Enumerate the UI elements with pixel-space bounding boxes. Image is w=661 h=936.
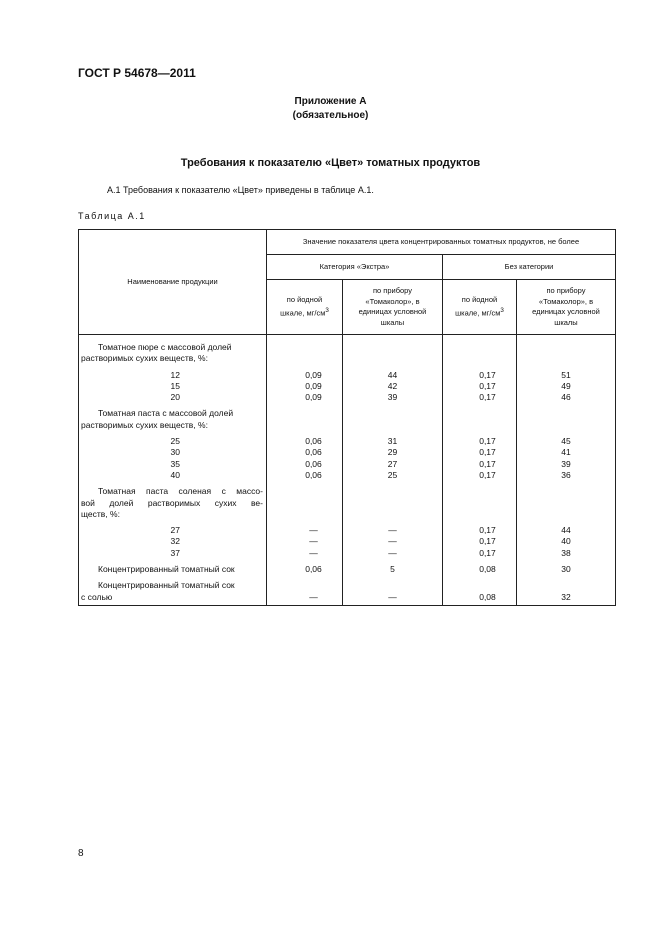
value-cell: 0,09 [305, 369, 322, 380]
value-cell: 0,17 [479, 458, 496, 469]
header-line: шкале, мг/см [280, 308, 326, 318]
header-line: «Томаколор», в [365, 296, 420, 306]
tomacolor-extra-column [343, 335, 443, 606]
value-cell: 44 [561, 525, 571, 536]
header-line: по прибору [372, 286, 413, 295]
group-name-line: с солью [81, 591, 113, 602]
appendix-status: (обязательное) [292, 110, 369, 121]
value-cell: — [388, 547, 397, 558]
value-cell: 40 [561, 536, 571, 547]
value-cell: 0,09 [305, 380, 322, 391]
value-cell: 27 [387, 458, 398, 469]
solids-value: 30 [170, 447, 180, 458]
document-code: ГОСТ Р 54678—2011 [78, 66, 196, 80]
value-cell: 38 [561, 547, 571, 558]
table-label: Таблица А.1 [78, 211, 146, 221]
section-title: Требования к показателю «Цвет» томатных продуктов [180, 157, 481, 169]
iodine-extra-column [267, 335, 343, 606]
intro-paragraph: А.1 Требования к показателю «Цвет» приведены в таблице А.1. [107, 185, 374, 195]
header-line: шкале, мг/см [455, 308, 501, 318]
value-cell: 44 [387, 369, 398, 380]
value-cell: 46 [561, 392, 571, 403]
header-iodine-none [443, 280, 517, 335]
value-cell: 49 [561, 380, 571, 391]
value-cell: — [309, 591, 318, 602]
group-name-line: ществ, %: [81, 508, 120, 519]
product-name-column [79, 335, 267, 606]
solids-value: 25 [170, 436, 180, 447]
group-name-line: Концентрированный томатный сок [98, 580, 235, 591]
header-group-extra: Категория «Экстра» [267, 255, 443, 280]
value-cell: 0,17 [479, 547, 496, 558]
value-cell: 25 [387, 469, 398, 480]
header-line: по йодной [286, 295, 323, 305]
header-iodine-extra [267, 280, 343, 335]
value-cell: 0,06 [305, 564, 322, 575]
value-cell: 0,17 [479, 436, 496, 447]
value-cell: 0,09 [305, 392, 322, 403]
iodine-none-column [443, 335, 517, 606]
group-name-line: Томатная паста соленая с массо- [98, 486, 263, 497]
value-cell: 0,17 [479, 369, 496, 380]
header-line: по прибору [546, 286, 586, 295]
solids-value: 27 [170, 525, 180, 536]
solids-value: 37 [170, 547, 180, 558]
value-cell: 51 [561, 369, 571, 380]
group-name-line: Томатное пюре с массовой долей [98, 342, 232, 352]
value-cell: 5 [390, 564, 395, 575]
solids-value: 32 [170, 536, 180, 547]
value-cell: 0,17 [479, 392, 496, 403]
value-cell: 0,06 [305, 469, 322, 480]
value-cell: 32 [561, 591, 571, 602]
value-cell: 39 [387, 392, 398, 403]
header-value: Значение показателя цвета концентрированных томатных продуктов, не более [267, 230, 616, 255]
value-cell: 0,17 [479, 380, 496, 391]
value-cell: — [388, 536, 397, 547]
header-product-name: Наименование продукции [79, 230, 267, 335]
solids-value: 12 [170, 369, 180, 380]
group-name-line: растворимых сухих веществ, %: [81, 419, 208, 430]
value-cell: 0,17 [479, 447, 496, 458]
group-name-line: Концентрированный томатный сок [98, 564, 235, 575]
group-name-line: Томатная паста с массовой долей [98, 408, 234, 419]
header-line: «Томаколор», в [538, 296, 594, 306]
solids-value: 20 [170, 392, 180, 403]
appendix-heading [0, 95, 661, 123]
superscript: 3 [325, 306, 329, 314]
page-number: 8 [78, 848, 84, 859]
header-tomacolor-none [517, 280, 616, 335]
superscript: 3 [500, 306, 504, 314]
value-cell: 39 [561, 458, 571, 469]
value-cell: 45 [561, 436, 571, 447]
solids-value: 40 [170, 469, 180, 480]
solids-value: 15 [170, 380, 180, 391]
header-group-none: Без категории [443, 255, 616, 280]
value-cell: — [388, 525, 397, 536]
value-cell: 0,08 [479, 591, 496, 602]
value-cell: 0,06 [305, 436, 322, 447]
value-cell: 0,08 [479, 564, 496, 575]
value-cell: 42 [387, 380, 398, 391]
value-cell: 30 [561, 564, 571, 575]
value-cell: 41 [561, 447, 571, 458]
header-line: по йодной [461, 295, 498, 305]
solids-value: 35 [170, 458, 180, 469]
header-tomacolor-extra [343, 280, 443, 335]
group-name-line: растворимых сухих веществ, %: [81, 353, 208, 364]
header-line: единицах условной [532, 307, 600, 316]
value-cell: 0,17 [479, 536, 496, 547]
header-line: единицах условной [358, 307, 427, 316]
group-name-line: вой долей растворимых сухих ве- [81, 497, 263, 508]
value-cell: 31 [387, 436, 398, 447]
value-cell: — [309, 536, 318, 547]
value-cell: 0,17 [479, 525, 496, 536]
color-requirements-table [78, 229, 616, 606]
value-cell: — [309, 547, 318, 558]
value-cell: 0,06 [305, 458, 322, 469]
header-line: шкалы [380, 317, 405, 327]
value-cell: — [309, 525, 318, 536]
value-cell: 0,06 [305, 447, 322, 458]
value-cell: 0,17 [479, 469, 496, 480]
appendix-title: Приложение А [294, 96, 367, 107]
header-line: шкалы [554, 317, 578, 327]
value-cell: — [388, 591, 397, 602]
tomacolor-none-column [517, 335, 616, 606]
value-cell: 29 [387, 447, 398, 458]
value-cell: 36 [561, 469, 571, 480]
